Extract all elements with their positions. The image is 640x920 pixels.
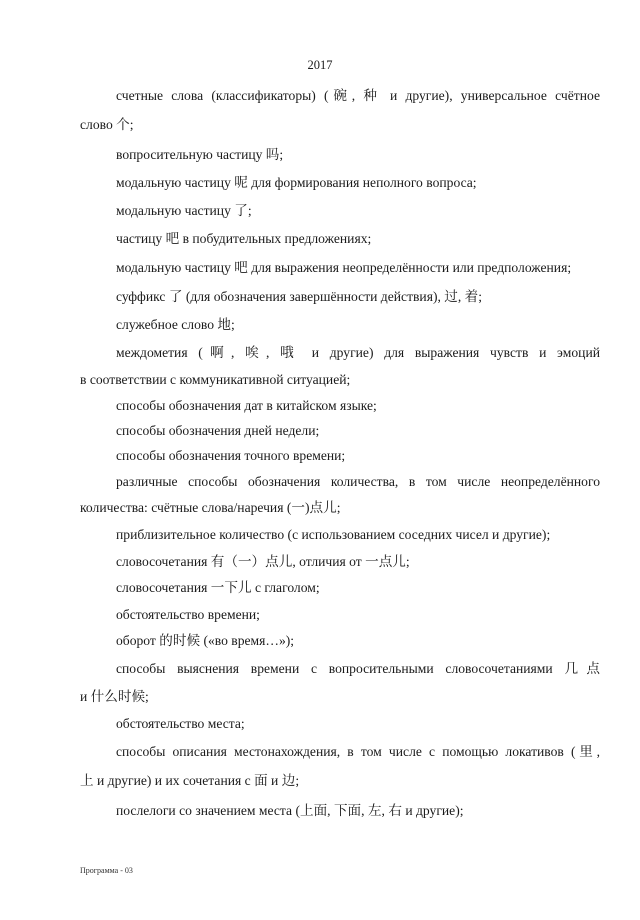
text-line: послелоги со значением места (上面, 下面, 左, 右 и другие); <box>116 803 464 818</box>
text-line: 上 и другие) и их сочетания с 面 и 边; <box>80 773 300 788</box>
text-line: количества: счётные слова/наречия (一)点儿; <box>80 500 341 515</box>
text-line: модальную частицу 吧 для выражения неопределённости или предположения; <box>116 260 572 275</box>
text-line: способы обозначения дней недели; <box>116 423 320 438</box>
text-line: и 什么时候; <box>80 689 149 704</box>
text-line: частицу 吧 в побудительных предложениях; <box>116 231 372 246</box>
text-line: приблизительное количество (с использованием соседних чисел и другие); <box>116 527 551 542</box>
text-line: слово 个; <box>80 117 134 132</box>
text-line: обстоятельство места; <box>116 716 245 731</box>
text-line: служебное слово 地; <box>116 317 235 332</box>
text-line: обстоятельство времени; <box>116 607 260 622</box>
text-line: оборот 的时候 («во время…»); <box>116 633 295 648</box>
footer-label: Программа - 03 <box>80 866 133 875</box>
text-line: модальную частицу 呢 для формирования неполного вопроса; <box>116 175 477 190</box>
text-line: способы выяснения времени с вопросительными словосочетаниями 几点 <box>116 661 600 676</box>
text-line: в соответствии с коммуникативной ситуацией; <box>80 372 351 387</box>
text-line: способы описания местонахождения, в том числе с помощью локативов (里, <box>116 744 600 759</box>
text-line: междометия (啊, 唉, 哦 и другие) для выражения чувств и эмоций <box>116 345 600 360</box>
text-line: вопросительную частицу 吗; <box>116 147 284 162</box>
text-line: модальную частицу 了; <box>116 203 252 218</box>
text-line: суффикс 了 (для обозначения завершённости действия), 过, 着; <box>116 289 483 304</box>
text-line: словосочетания 有（一）点儿, отличия от 一点儿; <box>116 554 410 569</box>
text-line: способы обозначения дат в китайском языке; <box>116 398 377 413</box>
text-line: счетные слова (классификаторы) (碗, 种 и другие), универсальное счётное <box>116 88 600 103</box>
text-line: различные способы обозначения количества, в том числе неопределённого <box>116 474 600 489</box>
text-line: словосочетания 一下儿 с глаголом; <box>116 580 320 595</box>
page-number: 2017 <box>307 58 333 72</box>
text-line: способы обозначения точного времени; <box>116 448 346 463</box>
